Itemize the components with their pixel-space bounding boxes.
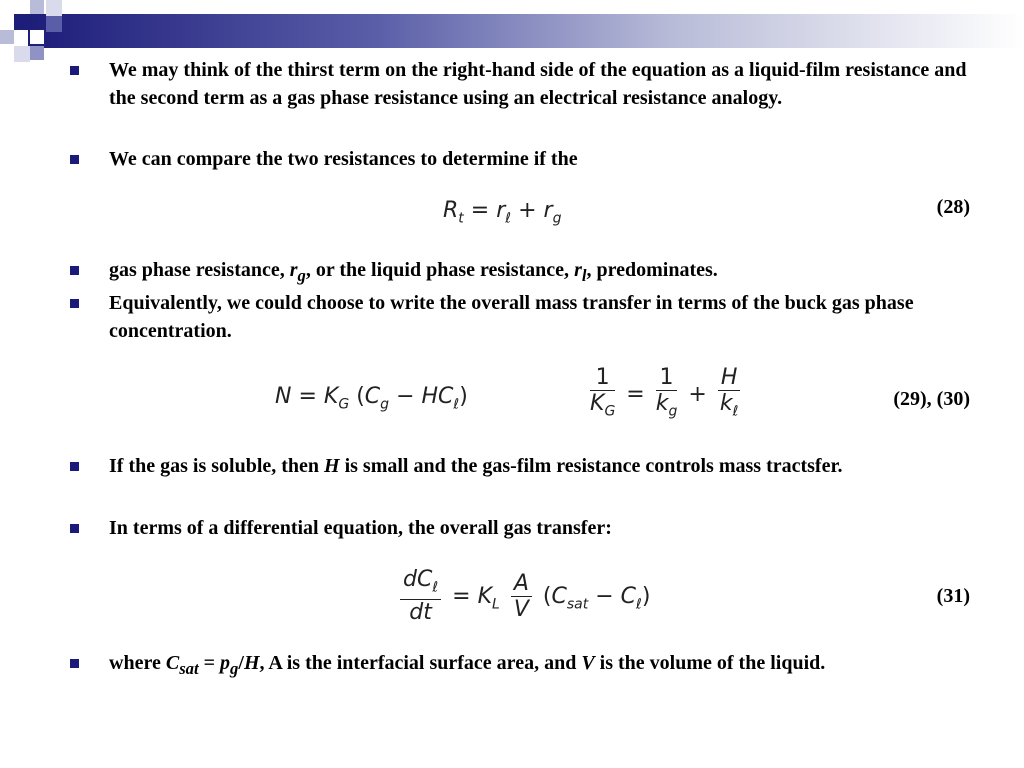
equation-28: $R_t = r_\ell + r_g$ — [443, 198, 562, 227]
bullet-text: In terms of a differential equation, the overall gas transfer: — [109, 517, 612, 539]
eq29-K: K — [323, 384, 339, 409]
bullet-text — [109, 256, 979, 290]
frac-denominator: K — [590, 391, 605, 416]
equation-number-31: (31) — [936, 585, 970, 607]
eq31-K-sub: L — [492, 596, 500, 613]
frac-denominator: k — [719, 391, 733, 416]
fraction — [590, 366, 615, 424]
bullet-text — [109, 452, 979, 480]
square-bullet-icon — [70, 659, 79, 668]
text-run: is small and the gas-film resistance controls mass tractsfer. — [339, 455, 843, 477]
text-run: , or the liquid phase resistance, — [305, 259, 575, 281]
bullet-text: We may think of the thirst term on the right-hand side of the equation as a liquid-film resistance and the second term as a gas phase resistance using an electrical resistance analogy. — [109, 59, 967, 109]
bullet-marker — [70, 66, 82, 75]
equation-29: $N = K_G$ $(C_g - HC_\ell)$ — [275, 384, 468, 413]
eq31-C1: C — [551, 584, 567, 610]
bullet-marker — [70, 462, 82, 471]
text-run: = — [198, 652, 221, 674]
eq29-N: N — [275, 384, 292, 409]
eq31-K: K — [477, 584, 492, 610]
fraction — [718, 366, 741, 424]
equation-30: $\frac{1}{K_G}$ = $\frac{1}{k_g}$ + $\frac{H}{k_\ell}$ — [586, 366, 744, 424]
var-H: H — [243, 652, 260, 674]
bullet-text: We can compare the two resistances to determine if the — [109, 148, 578, 170]
square-bullet-icon — [70, 155, 79, 164]
eq28-op: + — [518, 198, 537, 223]
text-run: / — [238, 652, 244, 674]
frac-numerator: 1 — [656, 366, 678, 391]
var-r: r — [289, 259, 298, 281]
eq29-HC-sub: ℓ — [453, 396, 460, 413]
frac-denominator-sub: ℓ — [732, 403, 739, 420]
frac-numerator: A — [511, 572, 532, 597]
var-p: p — [220, 652, 231, 674]
var-sub: l — [581, 266, 587, 285]
bullet-marker — [70, 299, 82, 308]
eq29-C-sub: g — [380, 396, 390, 413]
text-run: gas phase resistance, — [109, 259, 290, 281]
bullet-text — [109, 649, 979, 683]
equation-31: $\frac{dC_\ell}{dt}$ = $K_L$ $\frac{A}{V}$ $(C_{sat} - C_\ell)$ — [396, 568, 650, 626]
equation-number-28: (28) — [936, 196, 970, 218]
frac-denominator: dt — [409, 600, 432, 626]
eq28-rhs1: r — [496, 198, 506, 223]
eq31-C2: C — [620, 584, 637, 610]
frac-denominator: V — [513, 596, 529, 622]
fraction — [511, 572, 532, 623]
square-bullet-icon — [70, 266, 79, 275]
eq31-C1-sub: sat — [566, 596, 589, 613]
equation-number-29-30: (29), (30) — [893, 388, 970, 410]
text-run: is the volume of the liquid. — [594, 652, 826, 674]
eq28-rhs2: r — [543, 198, 553, 223]
eq29-K-sub: G — [338, 396, 350, 413]
eq31-C2-sub: ℓ — [636, 596, 642, 613]
square-bullet-icon — [70, 524, 79, 533]
frac-denominator-sub: g — [668, 403, 678, 420]
eq28-rhs2-sub: g — [552, 210, 562, 227]
var-sub: sat — [179, 659, 199, 678]
bullet-marker — [70, 155, 82, 164]
eq28-lhs-sub: t — [458, 210, 464, 227]
square-bullet-icon — [70, 66, 79, 75]
square-bullet-icon — [70, 462, 79, 471]
bullet-marker — [70, 524, 82, 533]
bullet-marker — [70, 266, 82, 275]
fraction — [656, 366, 678, 424]
text-run: , predominates. — [586, 259, 718, 281]
text-run: , A is the interfacial surface area, and — [259, 652, 582, 674]
bullet-marker — [70, 659, 82, 668]
var-C: C — [165, 652, 180, 674]
square-bullet-icon — [70, 299, 79, 308]
var-H: H — [324, 455, 340, 477]
var-sub: g — [230, 659, 239, 678]
frac-numerator: 1 — [590, 366, 615, 391]
eq28-lhs: R — [443, 198, 459, 223]
eq29-HC: HC — [421, 384, 454, 409]
var-V: V — [581, 652, 595, 674]
bullet-text: Equivalently, we could choose to write the overall mass transfer in terms of the buck gas phase concentration. — [109, 292, 914, 342]
frac-denominator-sub: G — [604, 403, 616, 420]
var-sub: g — [297, 266, 306, 285]
eq29-C: C — [364, 384, 381, 409]
var-r: r — [574, 259, 582, 281]
text-run: where — [109, 652, 166, 674]
fraction — [400, 568, 441, 626]
frac-denominator: k — [655, 391, 669, 416]
eq28-rhs1-sub: ℓ — [505, 210, 512, 227]
frac-numerator-sub: ℓ — [432, 579, 439, 596]
frac-numerator: dC — [403, 567, 433, 592]
frac-numerator: H — [718, 366, 741, 391]
text-run: If the gas is soluble, then — [109, 455, 325, 477]
